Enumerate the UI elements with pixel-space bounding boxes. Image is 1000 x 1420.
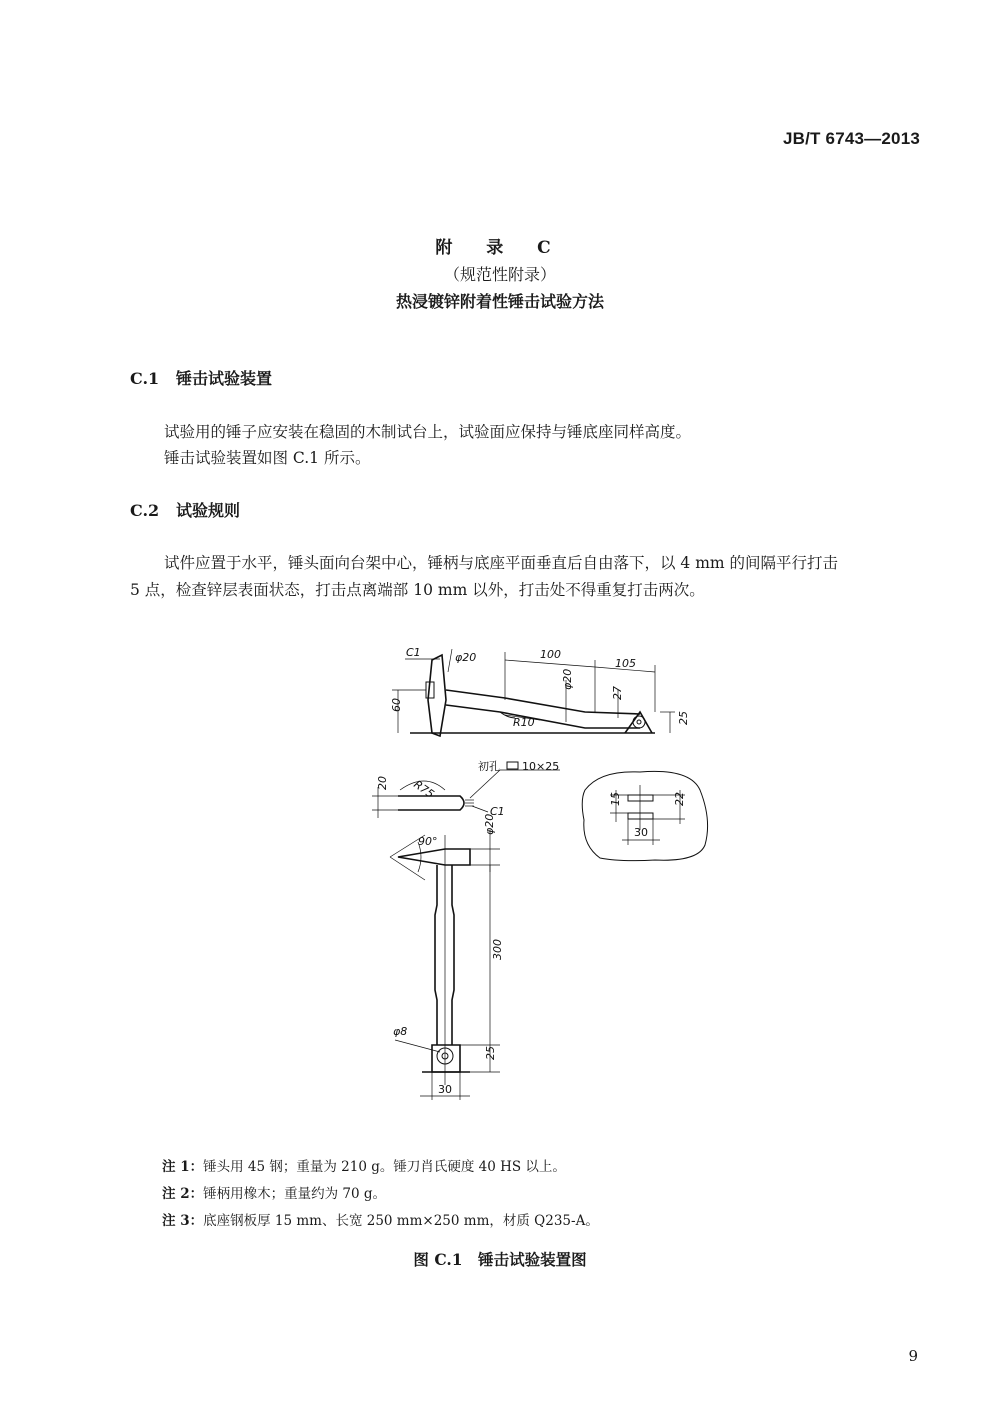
- appendix-title: 附 录 C: [435, 238, 565, 258]
- dim-25-right: 25: [677, 711, 690, 725]
- dim-100: 100: [540, 648, 561, 661]
- dim-phi20-top: φ20: [455, 651, 477, 664]
- dim-90: 90°: [418, 835, 438, 848]
- page-number: 9: [908, 1347, 918, 1365]
- dim-30-front: 30: [438, 1083, 452, 1096]
- dim-phi20-mid: φ20: [561, 668, 574, 690]
- standard-code: JB/T 6743—2013: [783, 129, 920, 148]
- section-number: C.1: [130, 369, 160, 388]
- front-view: [390, 814, 504, 1100]
- section-title: 试验规则: [176, 501, 241, 520]
- section-c1-paragraph-2: 锤击试验装置如图 C.1 所示。: [164, 449, 371, 467]
- dim-30-detail: 30: [634, 826, 648, 839]
- dim-phi8: φ8: [393, 1025, 408, 1038]
- figure-notes: [162, 1154, 599, 1235]
- dim-20-left: 20: [376, 776, 389, 790]
- dim-300: 300: [491, 939, 504, 960]
- hole-size: 10×25: [522, 760, 560, 773]
- dim-r10: R10: [513, 716, 535, 729]
- dim-27: 27: [611, 686, 624, 700]
- section-c1-paragraph-1: 试验用的锤子应安装在稳固的木制试台上，试验面应保持与锤底座同样高度。: [164, 423, 692, 441]
- dim-22: 22: [673, 792, 686, 806]
- note-3: [162, 1208, 599, 1235]
- note-label: 注 2：: [162, 1186, 204, 1202]
- figure-caption: 图 C.1 锤击试验装置图: [413, 1250, 587, 1269]
- side-view: [390, 646, 690, 736]
- section-title: 锤击试验装置: [176, 369, 273, 388]
- note-label: 注 3：: [162, 1213, 204, 1229]
- section-c2-paragraph-2: 5 点，检查锌层表面状态，打击点离端部 10 mm 以外，打击处不得重复打击两次。: [130, 581, 705, 599]
- note-2: [162, 1181, 599, 1208]
- detail-view: [582, 771, 707, 860]
- note-text: 底座钢板厚 15 mm、长宽 250 mm×250 mm，材质 Q235-A。: [203, 1213, 599, 1229]
- hole-label: 初孔: [478, 760, 500, 773]
- dim-c1-mid: C1: [490, 805, 505, 818]
- appendix-subtitle: （规范性附录）: [443, 265, 556, 284]
- note-text: 锤柄用橡木；重量约为 70 g。: [203, 1186, 386, 1202]
- dim-105: 105: [615, 657, 636, 670]
- dim-c1-top: C1: [406, 646, 421, 659]
- dim-r75: R75: [411, 777, 437, 801]
- dim-15: 15: [609, 792, 622, 806]
- dim-phi20-front: φ20: [483, 813, 496, 835]
- dim-60: 60: [390, 698, 403, 712]
- appendix-heading: 热浸镀锌附着性锤击试验方法: [395, 292, 604, 311]
- note-label: 注 1：: [162, 1159, 204, 1175]
- dim-25-front: 25: [484, 1046, 497, 1060]
- note-text: 锤头用 45 钢；重量为 210 g。锤刀肖氏硬度 40 HS 以上。: [203, 1159, 566, 1175]
- section-number: C.2: [130, 501, 160, 520]
- top-view: [372, 759, 560, 818]
- section-c2-paragraph-1: 试件应置于水平，锤头面向台架中心，锤柄与底座平面垂直后自由落下，以 4 mm 的间隔平行打击: [164, 554, 839, 572]
- note-1: [162, 1154, 599, 1181]
